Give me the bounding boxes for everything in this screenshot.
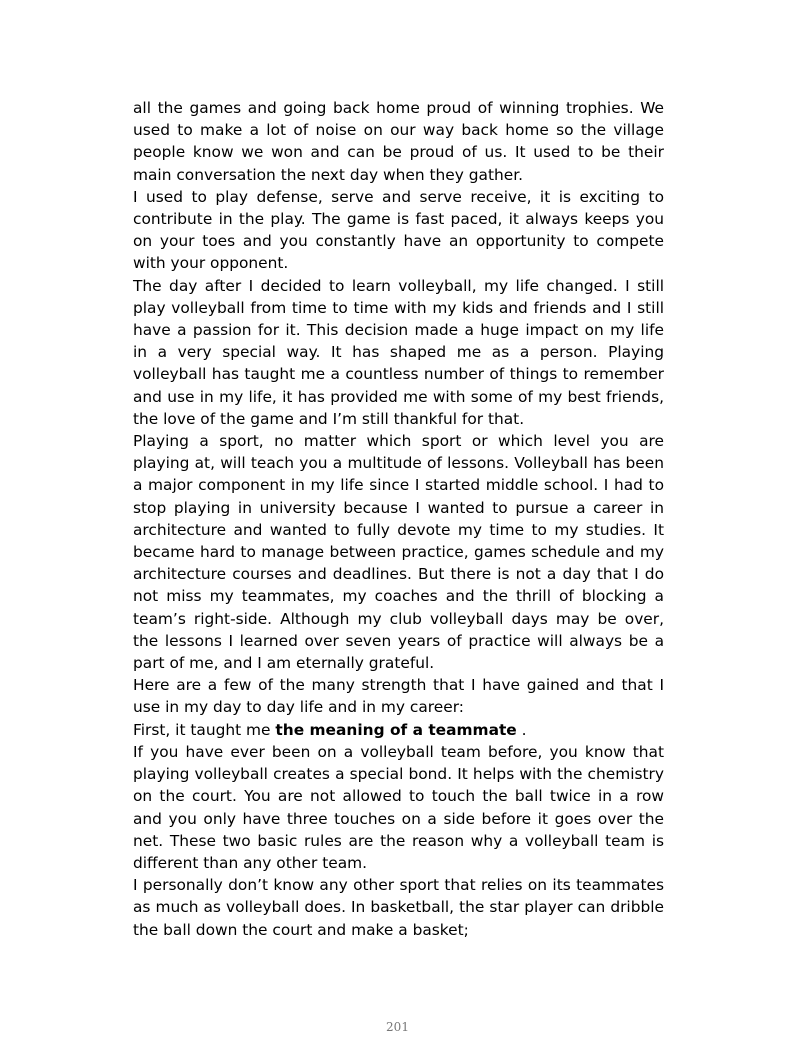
paragraph-4: Playing a sport, no matter which sport or which level you are playing at, will teach you a multitude of lessons. Volleyball has been a major component in my life since I started middle school. I had to stop playing in university because I wanted to pursue a career in architecture and wanted to fully devote my time to my studies. It became hard to manage between practice, games schedule and my architecture courses and deadlines. But there is not a day that I do not miss my teammates, my coaches and the thrill of blocking a team’s right-side. Although my club volleyball days may be over, the lessons I learned over seven years of practice will always be a part of me, and I am eternally grateful. [133,432,664,673]
paragraph-3: The day after I decided to learn volleyball, my life changed. I still play volleyball from time to time with my kids and friends and I still have a passion for it. This decision made a huge impact on my life in a very special way. It has shaped me as a person. Playing volleyball has taught me a countless number of things to remember and use in my life, it has provided me with some of my best friends, the love of the game and I’m still thankful for that. [133,276,664,428]
paragraph-6: If you have ever been on a volleyball team before, you know that playing volleyball creates a special bond. It helps with the chemistry on the court. You are not allowed to touch the ball twice in a row and you only have three touches on a side before it goes over the net. These two basic rules are the reason why a volleyball team is different than any other team. [133,742,664,872]
paragraph-2: I used to play defense, serve and serve receive, it is exciting to contribute in the play. The game is fast paced, it always keeps you on your toes and you constantly have an opportunity to compete with your opponent. [133,187,664,273]
paragraph-7: I personally don’t know any other sport that relies on its teammates as much as volleyball does. In basketball, the star player can dribble the ball down the court and make a basket; [133,876,664,939]
body-text [133,97,664,941]
first-point-prefix: First, it taught me [133,720,276,739]
paragraph-first-point [133,719,664,741]
first-point-suffix: . [516,720,527,739]
page-number: 201 [386,1020,409,1034]
paragraph-1: all the games and going back home proud of winning trophies. We used to make a lot of noise on our way back home so the village people know we won and can be proud of us. It used to be their main conversation the next day when they gather. [133,99,664,184]
first-point-bold: the meaning of a teammate [275,720,517,739]
paragraph-5: Here are a few of the many strength that I have gained and that I use in my day to day life and in my career: [133,676,664,717]
